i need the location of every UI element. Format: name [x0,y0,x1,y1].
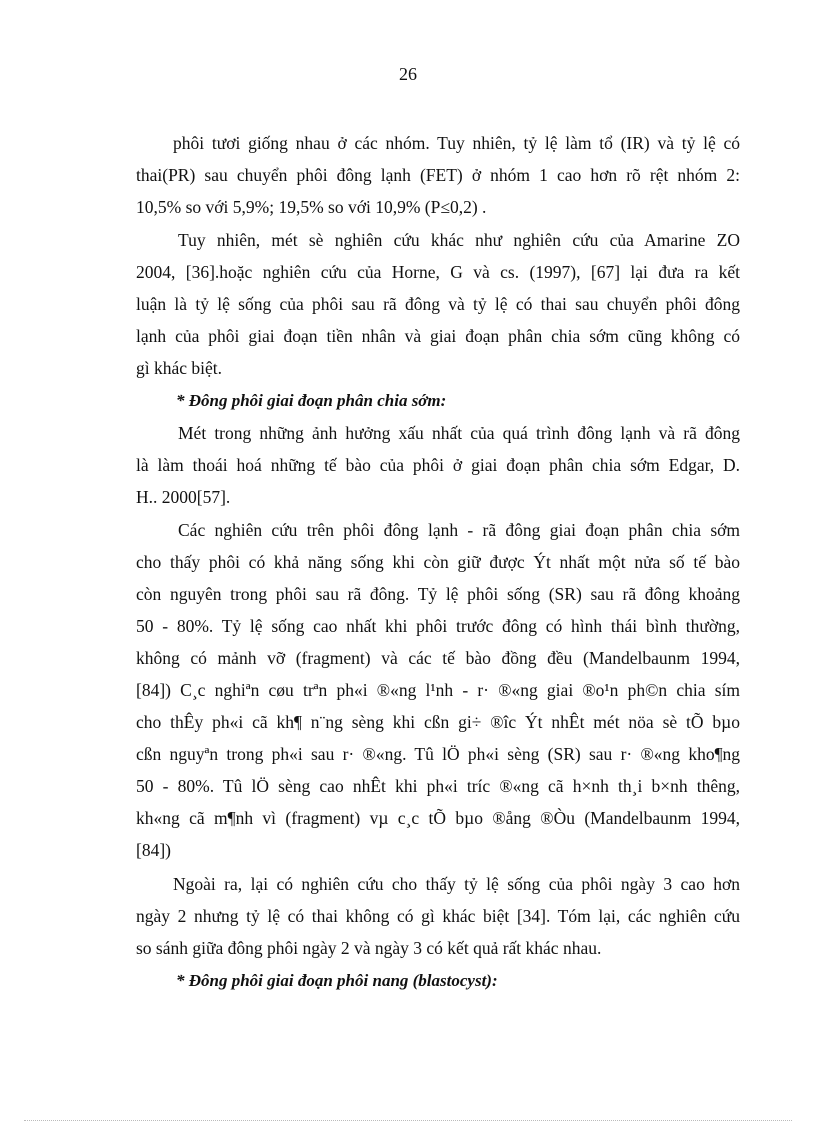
text-line: thai(PR) sau chuyển phôi đông lạnh (FET) ở nhóm 1 cao hơn rõ rệt nhóm 2: [136,165,740,185]
page-bottom-divider [24,1120,792,1121]
text-line: H.. 2000[57]. [136,487,231,507]
text-line: [84]) C¸c nghiªn cøu trªn ph«i ®«ng l¹nh - r· ®«ng giai ®o¹n ph©n chia sím [136,680,740,700]
text-line: cho thÊy ph«i cã kh¶ n¨ng sèng khi cßn gi÷ ®îc Ýt nhÊt mét nöa sè tÕ bµo [136,712,740,732]
text-line: là làm thoái hoá những tế bào của phôi ở giai đoạn phân chia sớm Edgar, D. [136,455,740,475]
text-line: kh«ng cã m¶nh vì (fragment) vµ c¸c tÕ bµo ®ång ®Òu (Mandelbaunm 1994, [136,808,740,828]
text-line: 50 - 80%. Tỷ lệ sống cao nhất khi phôi trước đông có hình thái bình thường, [136,616,740,636]
text-line: lạnh của phôi giai đoạn tiền nhân và giai đoạn phân chia sớm cũng không có [136,326,740,346]
text-line: Mét trong những ảnh hưởng xấu nhất của quá trình đông lạnh và rã đông [178,423,740,443]
text-line: cßn nguyªn trong ph«i sau r· ®«ng. Tû lÖ ph«i sèng (SR) sau r· ®«ng kho¶ng [136,744,740,764]
text-line: không có mảnh vỡ (fragment) và các tế bào đồng đều (Mandelbaunm 1994, [136,648,740,668]
page-number: 26 [399,64,417,84]
section-heading: * Đông phôi giai đoạn phân chia sớm: [176,391,447,410]
section-heading: * Đông phôi giai đoạn phôi nang (blastocyst): [176,971,498,990]
text-line: ngày 2 nhưng tỷ lệ có thai không có gì khác biệt [34]. Tóm lại, các nghiên cứu [136,906,740,926]
text-line: 10,5% so với 5,9%; 19,5% so với 10,9% (P≤0,2) . [136,197,487,217]
text-line: cho thấy phôi có khả năng sống khi còn giữ được Ýt nhất một nửa số tế bào [136,552,740,572]
text-line: Tuy nhiên, mét sè nghiên cứu khác như nghiên cứu của Amarine ZO [178,230,740,250]
text-line: Ngoài ra, lại có nghiên cứu cho thấy tỷ lệ sống của phôi ngày 3 cao hơn [173,874,740,894]
text-line: 2004, [36].hoặc nghiên cứu của Horne, G và cs. (1997), [67] lại đưa ra kết [136,262,740,282]
text-line: còn nguyên trong phôi sau rã đông. Tỷ lệ phôi sống (SR) sau rã đông khoảng [136,584,740,604]
text-line: Các nghiên cứu trên phôi đông lạnh - rã đông giai đoạn phân chia sớm [178,520,740,540]
text-line: gì khác biệt. [136,358,223,378]
text-line: phôi tươi giống nhau ở các nhóm. Tuy nhiên, tỷ lệ làm tổ (IR) và tỷ lệ có [173,133,740,153]
text-line: 50 - 80%. Tû lÖ sèng cao nhÊt khi ph«i tríc ®«ng cã h×nh th¸i b×nh thêng, [136,776,740,796]
text-line: [84]) [136,840,171,860]
text-line: luận là tỷ lệ sống của phôi sau rã đông và tỷ lệ có thai sau chuyển phôi đông [136,294,740,314]
text-line: so sánh giữa đông phôi ngày 2 và ngày 3 có kết quả rất khác nhau. [136,938,602,958]
